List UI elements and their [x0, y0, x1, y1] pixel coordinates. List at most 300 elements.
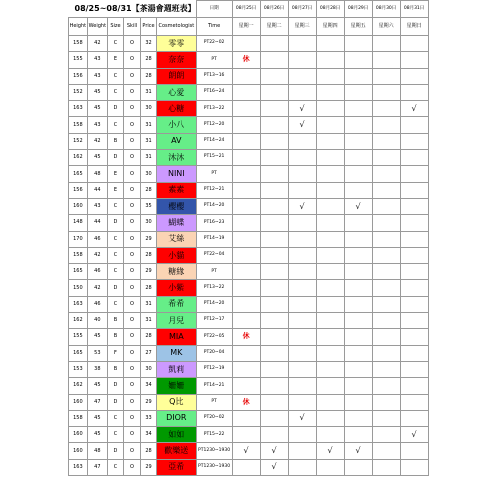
day-cell [316, 198, 344, 214]
price-cell: 31 [141, 313, 157, 329]
day-cell [372, 198, 400, 214]
day-cell [316, 264, 344, 280]
cosmetologist-name: 心愛 [157, 84, 197, 100]
day-cell [372, 247, 400, 263]
time-cell: PT14~24 [196, 133, 232, 149]
size-cell: D [107, 378, 123, 394]
time-cell: PT22~02 [196, 36, 232, 52]
day-cell [260, 133, 288, 149]
day-cell [260, 231, 288, 247]
day-cell [344, 378, 372, 394]
day-cell [372, 231, 400, 247]
height-cell: 158 [69, 36, 88, 52]
price-cell: 32 [141, 36, 157, 52]
day-cell [400, 394, 428, 410]
cosmetologist-name: MIA [157, 329, 197, 345]
time-cell: PT1230~1930 [196, 443, 232, 459]
day-cell [344, 231, 372, 247]
day-cell: √ [288, 101, 316, 117]
day-cell [344, 166, 372, 182]
time-cell: PT13~22 [196, 280, 232, 296]
skill-cell: O [123, 443, 140, 459]
skill-cell: O [123, 345, 140, 361]
price-cell: 28 [141, 280, 157, 296]
day-cell [344, 459, 372, 475]
cosmetologist-name: 櫻櫻 [157, 198, 197, 214]
column-header: Cosmetologist [157, 18, 197, 36]
day-cell [316, 215, 344, 231]
price-cell: 28 [141, 68, 157, 84]
day-cell [316, 117, 344, 133]
day-cell [288, 36, 316, 52]
day-cell [400, 133, 428, 149]
cosmetologist-name: Q比 [157, 394, 197, 410]
date-header: 08月25日 [232, 1, 260, 18]
weight-cell: 42 [87, 36, 107, 52]
time-cell: PT22~05 [196, 329, 232, 345]
skill-cell: O [123, 231, 140, 247]
size-cell: C [107, 459, 123, 475]
skill-cell: O [123, 296, 140, 312]
day-cell [372, 394, 400, 410]
time-cell: PT16~24 [196, 84, 232, 100]
height-cell: 160 [69, 427, 88, 443]
column-header: Size [107, 18, 123, 36]
day-cell [400, 36, 428, 52]
day-cell [260, 427, 288, 443]
skill-cell: O [123, 427, 140, 443]
day-cell [260, 166, 288, 182]
day-cell: √ [316, 443, 344, 459]
day-cell [288, 52, 316, 68]
day-cell [288, 68, 316, 84]
height-cell: 152 [69, 84, 88, 100]
price-cell: 29 [141, 394, 157, 410]
day-cell [288, 313, 316, 329]
height-cell: 155 [69, 52, 88, 68]
day-cell [400, 84, 428, 100]
skill-cell: O [123, 378, 140, 394]
day-cell [260, 410, 288, 426]
day-cell [260, 296, 288, 312]
day-cell [344, 215, 372, 231]
time-cell: PT15~22 [196, 427, 232, 443]
table-row [69, 427, 429, 443]
table-row [69, 101, 429, 117]
skill-cell: O [123, 247, 140, 263]
skill-cell: O [123, 52, 140, 68]
day-cell [344, 345, 372, 361]
cosmetologist-name: 心糖 [157, 101, 197, 117]
cosmetologist-name: DIOR [157, 410, 197, 426]
day-cell [288, 264, 316, 280]
height-cell: 160 [69, 443, 88, 459]
height-cell: 158 [69, 247, 88, 263]
cosmetologist-name: 小貓 [157, 247, 197, 263]
table-row [69, 345, 429, 361]
day-cell [372, 68, 400, 84]
day-cell [316, 166, 344, 182]
day-cell [344, 101, 372, 117]
day-cell [316, 150, 344, 166]
day-cell [288, 378, 316, 394]
day-cell [344, 84, 372, 100]
day-cell [344, 52, 372, 68]
day-cell [288, 427, 316, 443]
day-cell [372, 280, 400, 296]
day-cell [344, 427, 372, 443]
weekday-header: 星期六 [372, 18, 400, 36]
day-off-mark: 休 [232, 329, 260, 345]
height-cell: 148 [69, 215, 88, 231]
day-cell [232, 427, 260, 443]
day-cell [260, 215, 288, 231]
weight-cell: 44 [87, 182, 107, 198]
day-cell [400, 361, 428, 377]
day-cell [260, 84, 288, 100]
day-cell [260, 361, 288, 377]
height-cell: 155 [69, 329, 88, 345]
day-cell [260, 378, 288, 394]
size-cell: C [107, 36, 123, 52]
table-row [69, 84, 429, 100]
cosmetologist-name: 希希 [157, 296, 197, 312]
size-cell: C [107, 84, 123, 100]
height-cell: 163 [69, 296, 88, 312]
height-cell: 160 [69, 394, 88, 410]
day-cell [400, 68, 428, 84]
weight-cell: 43 [87, 52, 107, 68]
weight-cell: 38 [87, 361, 107, 377]
table-row [69, 378, 429, 394]
day-cell [260, 264, 288, 280]
column-header: Skill [123, 18, 140, 36]
time-cell: PT [196, 394, 232, 410]
price-cell: 29 [141, 459, 157, 475]
weight-cell: 48 [87, 443, 107, 459]
weight-cell: 43 [87, 117, 107, 133]
skill-cell: O [123, 215, 140, 231]
day-cell [232, 345, 260, 361]
day-cell: √ [260, 459, 288, 475]
date-header: 08月27日 [288, 1, 316, 18]
day-cell [400, 150, 428, 166]
day-cell [400, 345, 428, 361]
day-cell [232, 410, 260, 426]
size-cell: F [107, 345, 123, 361]
size-cell: B [107, 329, 123, 345]
day-cell [232, 215, 260, 231]
day-cell [372, 117, 400, 133]
price-cell: 31 [141, 133, 157, 149]
size-cell: E [107, 52, 123, 68]
weight-cell: 45 [87, 150, 107, 166]
day-cell [316, 427, 344, 443]
day-cell [400, 247, 428, 263]
time-cell: PT14~19 [196, 231, 232, 247]
weight-cell: 45 [87, 329, 107, 345]
day-cell [260, 36, 288, 52]
skill-cell: O [123, 150, 140, 166]
height-cell: 156 [69, 68, 88, 84]
weight-cell: 42 [87, 247, 107, 263]
weight-cell: 47 [87, 459, 107, 475]
time-cell: PT13~16 [196, 68, 232, 84]
cosmetologist-name: 小八 [157, 117, 197, 133]
day-cell [316, 247, 344, 263]
weight-cell: 45 [87, 427, 107, 443]
height-cell: 158 [69, 117, 88, 133]
price-cell: 30 [141, 361, 157, 377]
day-cell [288, 133, 316, 149]
time-cell: PT [196, 52, 232, 68]
day-cell [372, 215, 400, 231]
cosmetologist-name: 月兒 [157, 313, 197, 329]
day-cell [260, 345, 288, 361]
day-cell [288, 361, 316, 377]
day-cell: √ [288, 117, 316, 133]
day-cell [344, 296, 372, 312]
cosmetologist-name: 姍姍 [157, 378, 197, 394]
date-header: 08月30日 [372, 1, 400, 18]
day-cell [372, 378, 400, 394]
size-cell: D [107, 215, 123, 231]
column-header: Price [141, 18, 157, 36]
height-cell: 160 [69, 198, 88, 214]
column-header: Time [196, 18, 232, 36]
time-cell: PT13~22 [196, 101, 232, 117]
table-row [69, 231, 429, 247]
day-cell [372, 36, 400, 52]
table-row [69, 52, 429, 68]
skill-cell: O [123, 313, 140, 329]
day-cell [232, 36, 260, 52]
price-cell: 28 [141, 52, 157, 68]
weight-cell: 43 [87, 68, 107, 84]
day-cell [232, 280, 260, 296]
price-cell: 29 [141, 231, 157, 247]
table-row [69, 459, 429, 475]
day-cell [400, 117, 428, 133]
day-cell [400, 296, 428, 312]
schedule-sheet [68, 0, 429, 476]
day-cell [232, 361, 260, 377]
size-cell: E [107, 166, 123, 182]
day-cell [400, 182, 428, 198]
day-cell [344, 247, 372, 263]
price-cell: 28 [141, 182, 157, 198]
cosmetologist-name: 糖緣 [157, 264, 197, 280]
day-cell [288, 215, 316, 231]
time-cell: PT1230~1930 [196, 459, 232, 475]
price-cell: 28 [141, 329, 157, 345]
time-cell: PT20~04 [196, 345, 232, 361]
day-cell [372, 133, 400, 149]
skill-cell: O [123, 133, 140, 149]
price-cell: 29 [141, 264, 157, 280]
day-cell [400, 166, 428, 182]
day-cell [372, 52, 400, 68]
day-cell [316, 182, 344, 198]
table-row [69, 280, 429, 296]
height-cell: 162 [69, 378, 88, 394]
skill-cell: O [123, 394, 140, 410]
size-cell: C [107, 410, 123, 426]
cosmetologist-name: 艾絲 [157, 231, 197, 247]
day-cell [400, 410, 428, 426]
time-cell: PT [196, 264, 232, 280]
cosmetologist-name: 蝴蝶 [157, 215, 197, 231]
day-cell [232, 117, 260, 133]
day-cell: √ [288, 198, 316, 214]
skill-cell: O [123, 361, 140, 377]
day-off-mark: 休 [232, 394, 260, 410]
day-cell [344, 410, 372, 426]
table-row [69, 443, 429, 459]
day-cell [372, 345, 400, 361]
weight-cell: 42 [87, 133, 107, 149]
page-title: 08/25~08/31【茶湯會週班表】 [74, 3, 196, 13]
price-cell: 34 [141, 378, 157, 394]
cosmetologist-name: 沐沐 [157, 150, 197, 166]
cosmetologist-name: 零零 [157, 36, 197, 52]
day-cell [260, 182, 288, 198]
day-cell [344, 313, 372, 329]
price-cell: 30 [141, 101, 157, 117]
price-cell: 31 [141, 84, 157, 100]
table-row [69, 198, 429, 214]
day-off-mark: 休 [232, 52, 260, 68]
weight-cell: 48 [87, 166, 107, 182]
day-cell: √ [288, 410, 316, 426]
height-cell: 153 [69, 361, 88, 377]
skill-cell: O [123, 410, 140, 426]
day-cell [288, 247, 316, 263]
date-header: 08月31日 [400, 1, 428, 18]
day-cell [400, 198, 428, 214]
day-cell [232, 198, 260, 214]
size-cell: C [107, 198, 123, 214]
day-cell [288, 166, 316, 182]
day-cell [232, 378, 260, 394]
skill-cell: O [123, 280, 140, 296]
skill-cell: O [123, 182, 140, 198]
day-cell [288, 182, 316, 198]
size-cell: D [107, 443, 123, 459]
cosmetologist-name: 歡樂送 [157, 443, 197, 459]
weight-cell: 53 [87, 345, 107, 361]
day-cell [344, 150, 372, 166]
day-cell [400, 215, 428, 231]
skill-cell: O [123, 117, 140, 133]
cosmetologist-name: AV [157, 133, 197, 149]
day-cell [232, 231, 260, 247]
skill-cell: O [123, 264, 140, 280]
day-cell [372, 361, 400, 377]
day-cell [344, 329, 372, 345]
day-cell [260, 150, 288, 166]
skill-cell: O [123, 36, 140, 52]
price-cell: 31 [141, 150, 157, 166]
day-cell [400, 313, 428, 329]
cosmetologist-name: MK [157, 345, 197, 361]
day-cell [372, 150, 400, 166]
day-cell [232, 133, 260, 149]
day-cell [372, 101, 400, 117]
size-cell: C [107, 68, 123, 84]
schedule-table [68, 0, 429, 476]
weight-cell: 43 [87, 198, 107, 214]
size-cell: B [107, 133, 123, 149]
time-cell: PT12~21 [196, 182, 232, 198]
day-cell: √ [344, 198, 372, 214]
day-cell [372, 313, 400, 329]
day-cell [232, 101, 260, 117]
skill-cell: O [123, 329, 140, 345]
size-cell: E [107, 182, 123, 198]
column-header: Height [69, 18, 88, 36]
day-cell [316, 231, 344, 247]
day-cell [316, 36, 344, 52]
day-cell: √ [400, 427, 428, 443]
day-cell [316, 280, 344, 296]
day-cell: √ [344, 443, 372, 459]
day-cell [288, 280, 316, 296]
day-cell [316, 101, 344, 117]
time-cell: PT [196, 166, 232, 182]
day-cell [372, 182, 400, 198]
table-row [69, 329, 429, 345]
size-cell: D [107, 150, 123, 166]
time-cell: PT14~20 [196, 296, 232, 312]
weight-cell: 45 [87, 410, 107, 426]
day-cell [260, 394, 288, 410]
day-cell [344, 264, 372, 280]
day-cell [400, 264, 428, 280]
table-row [69, 68, 429, 84]
skill-cell: O [123, 459, 140, 475]
size-cell: C [107, 231, 123, 247]
day-cell [316, 329, 344, 345]
day-cell [372, 166, 400, 182]
height-cell: 150 [69, 280, 88, 296]
date-label: 日期 [196, 1, 232, 18]
table-row [69, 313, 429, 329]
table-row [69, 361, 429, 377]
day-cell [232, 166, 260, 182]
day-cell [400, 459, 428, 475]
day-cell [316, 345, 344, 361]
price-cell: 28 [141, 247, 157, 263]
height-cell: 162 [69, 150, 88, 166]
day-cell [400, 443, 428, 459]
day-cell [316, 52, 344, 68]
day-cell [232, 296, 260, 312]
size-cell: D [107, 394, 123, 410]
day-cell [372, 443, 400, 459]
day-cell [344, 361, 372, 377]
day-cell [260, 247, 288, 263]
weight-cell: 45 [87, 84, 107, 100]
day-cell [344, 133, 372, 149]
day-cell [232, 313, 260, 329]
day-cell [344, 68, 372, 84]
day-cell: √ [260, 443, 288, 459]
day-cell [316, 378, 344, 394]
day-cell [344, 280, 372, 296]
weight-cell: 46 [87, 264, 107, 280]
price-cell: 28 [141, 443, 157, 459]
